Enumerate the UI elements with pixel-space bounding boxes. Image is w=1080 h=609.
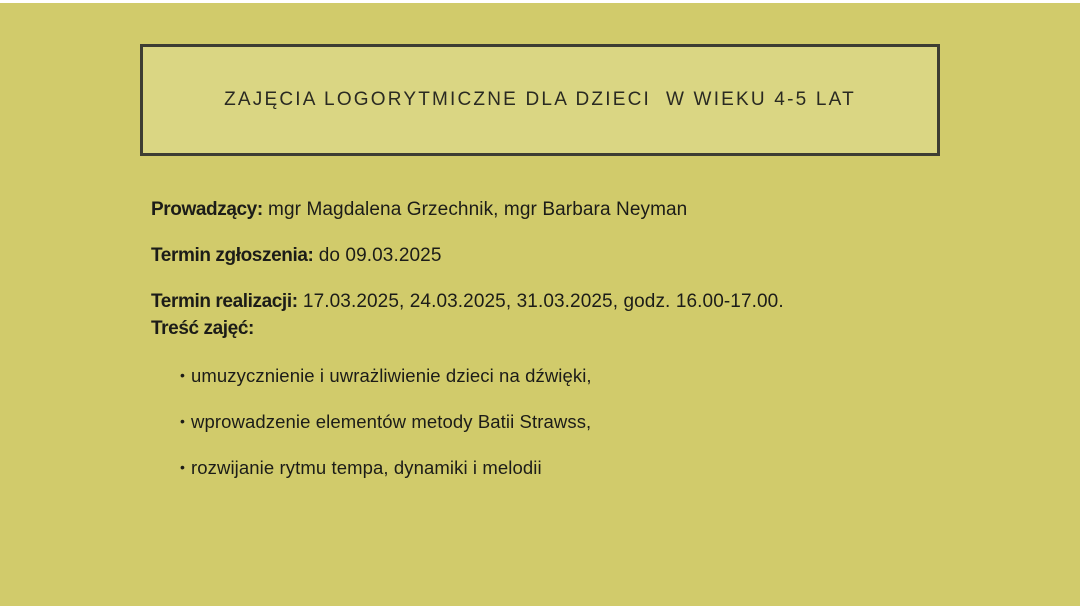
slide xyxy=(0,3,1080,606)
list-item-text: umuzycznienie i uwrażliwienie dzieci na dźwięki, xyxy=(191,365,592,386)
prowadzacy-row xyxy=(151,199,687,221)
list-item xyxy=(180,365,592,387)
bullet-icon: • xyxy=(180,413,186,429)
bullet-icon: • xyxy=(180,459,186,475)
list-item-text: rozwijanie rytmu tempa, dynamiki i melodii xyxy=(191,457,542,478)
bullet-icon: • xyxy=(180,367,186,383)
realizacja-row xyxy=(151,291,784,313)
prowadzacy-label: Prowadzący: xyxy=(151,199,263,220)
zgloszenie-label: Termin zgłoszenia: xyxy=(151,245,314,266)
list-item xyxy=(180,457,542,479)
tresc-label: Treść zajęć: xyxy=(151,318,254,339)
realizacja-label: Termin realizacji: xyxy=(151,291,298,312)
zgloszenie-value: do 09.03.2025 xyxy=(318,245,442,266)
realizacja-value: 17.03.2025, 24.03.2025, 31.03.2025, godz. 16.00-17.00. xyxy=(302,291,784,312)
list-item-text: wprowadzenie elementów metody Batii Strawss, xyxy=(191,411,592,432)
zgloszenie-row xyxy=(151,245,442,267)
prowadzacy-value: mgr Magdalena Grzechnik, mgr Barbara Neyman xyxy=(268,199,688,220)
tresc-row xyxy=(151,318,254,340)
page-title: ZAJĘCIA LOGORYTMICZNE DLA DZIECI W WIEKU 4-5 LAT xyxy=(224,89,856,110)
title-box xyxy=(140,44,940,156)
list-item xyxy=(180,411,591,433)
